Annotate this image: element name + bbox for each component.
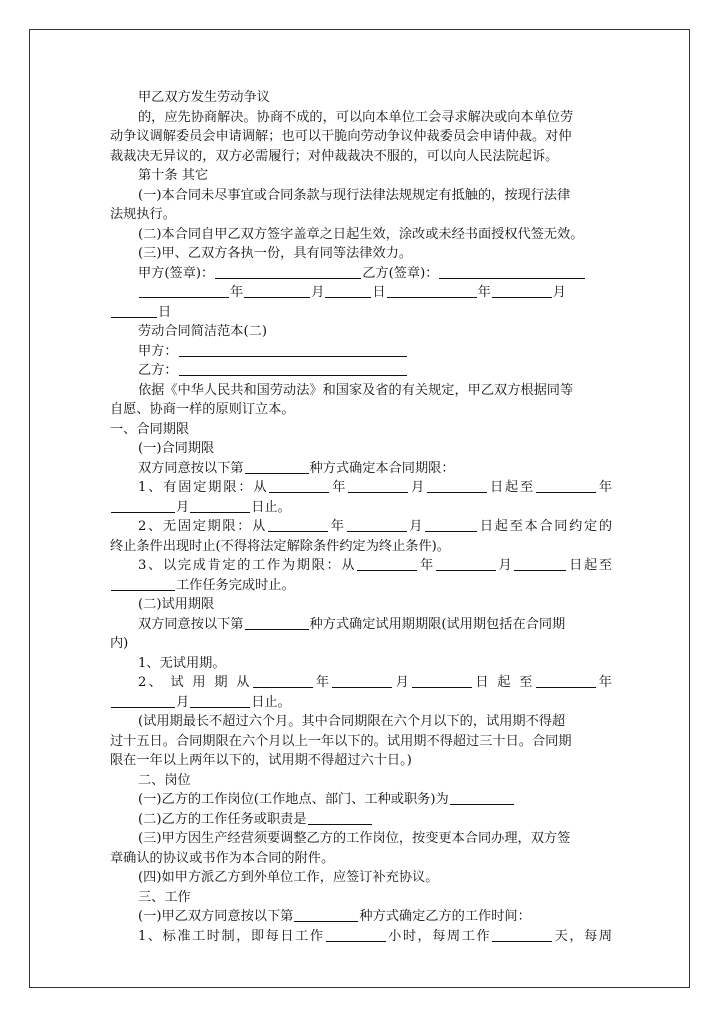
- text-line: 章确认的协议或书作为本合同的附件。: [110, 850, 335, 866]
- date-blank[interactable]: [436, 557, 496, 571]
- year-label: 年: [597, 480, 612, 495]
- text-span: 日止。: [251, 499, 291, 515]
- duty-blank[interactable]: [308, 811, 372, 825]
- date-blank[interactable]: [514, 557, 566, 571]
- text-span: 种方式确定本合同期限：: [309, 460, 455, 476]
- text-line: 内): [110, 636, 129, 651]
- day-label: 日: [372, 285, 386, 300]
- party-b-label: 乙方：: [138, 363, 178, 378]
- date-blank[interactable]: [268, 518, 328, 532]
- month-label: 月: [496, 558, 514, 573]
- text-span: 天，每周: [553, 928, 612, 944]
- date-blank[interactable]: [190, 694, 250, 708]
- text-span: (一)甲乙双方同意按以下第: [138, 909, 294, 924]
- date-blank[interactable]: [425, 518, 477, 532]
- signature-line: [110, 264, 612, 284]
- text-line: 1、无试用期。: [138, 655, 226, 671]
- option-blank[interactable]: [294, 908, 358, 922]
- text-span: 双方同意按以下第: [138, 460, 244, 476]
- text-line: 过十五日。合同期限在六个月以上一年以下的。试用期不得超过三十日。合同期: [110, 733, 572, 749]
- date-blank[interactable]: [492, 284, 552, 298]
- subsection-title: (二)试用期限: [138, 597, 215, 612]
- date-blank[interactable]: [111, 304, 157, 318]
- text-line: [110, 576, 612, 596]
- year-label: 年: [330, 480, 348, 495]
- section-title: 一、合同期限: [110, 421, 190, 437]
- party-line: [110, 342, 612, 362]
- date-blank[interactable]: [111, 499, 175, 513]
- task-blank[interactable]: [111, 577, 175, 591]
- year-label: 年: [418, 558, 435, 573]
- text-span: 种方式确定乙方的工作时间：: [359, 909, 531, 924]
- text-span: 日起至: [488, 480, 536, 495]
- text-span: 双方同意按以下第: [138, 616, 244, 632]
- text-line: [110, 478, 612, 498]
- text-line: 依据《中华人民共和国劳动法》和国家及省的有关规定，甲乙双方根据同等: [138, 382, 574, 398]
- article-title: 第十条 其它: [138, 168, 209, 183]
- text-line: 限在一年以上两年以下的，试用期不得超过六十日。): [110, 753, 412, 768]
- text-line: 的，应先协商解决。协商不成的，可以向本单位工会寻求解决或向本单位劳: [138, 109, 574, 125]
- text-span: 2、无固定期限：从: [138, 519, 268, 534]
- year-label: 年: [477, 285, 491, 300]
- sign-a-label: 甲方(签章)：: [138, 265, 215, 281]
- option-blank[interactable]: [245, 616, 309, 630]
- date-blank[interactable]: [348, 479, 408, 493]
- date-blank[interactable]: [347, 518, 407, 532]
- text-span: 日 起 至: [473, 675, 535, 690]
- date-blank[interactable]: [536, 674, 596, 688]
- date-blank[interactable]: [536, 479, 596, 493]
- month-label: 月: [407, 519, 425, 534]
- date-blank[interactable]: [387, 284, 477, 298]
- date-blank[interactable]: [269, 479, 329, 493]
- text-line: 法规执行。: [110, 207, 176, 222]
- text-line: [110, 673, 612, 693]
- text-line: 终止条件出现时止(不得将法定解除条件约定为终止条件)。: [110, 538, 450, 554]
- text-line: 甲乙双方发生劳动争议: [138, 90, 270, 105]
- text-line: (二)本合同自甲乙双方签字盖章之日起生效，涂改或未经书面授权代签无效。: [138, 226, 584, 242]
- date-blank[interactable]: [111, 694, 175, 708]
- year-label: 年: [313, 675, 332, 690]
- date-blank[interactable]: [244, 284, 310, 298]
- text-line: (一)本合同未尽事宜或合同条款与现行法律法规规定有抵触的，按现行法律: [138, 187, 571, 203]
- month-label: 月: [393, 675, 412, 690]
- date-blank[interactable]: [325, 284, 371, 298]
- date-blank[interactable]: [332, 674, 392, 688]
- sign-a-blank[interactable]: [215, 265, 361, 279]
- text-span: (二)乙方的工作任务或职责是: [138, 811, 307, 827]
- section-title: 二、岗位: [138, 772, 191, 788]
- text-line: [110, 927, 612, 947]
- text-span: 小时，每周工作: [386, 928, 492, 944]
- month-label: 月: [552, 285, 566, 300]
- party-line: [110, 361, 612, 381]
- year-label: 年: [329, 519, 346, 534]
- text-line: (三)甲方因生产经营须要调整乙方的工作岗位，按变更本合同办理，双方签: [138, 831, 571, 846]
- text-line: (三)甲、乙双方各执一份，具有同等法律效力。: [138, 246, 413, 261]
- text-line: [110, 517, 612, 537]
- text-span: 1、有固定期限：从: [138, 480, 269, 495]
- position-blank[interactable]: [450, 791, 514, 805]
- hours-blank[interactable]: [326, 928, 386, 942]
- month-label: 月: [409, 480, 427, 495]
- date-blank[interactable]: [412, 674, 472, 688]
- contract-text: [110, 88, 612, 946]
- text-span: 1、标准工时制，即每日工作: [138, 928, 325, 944]
- text-line: [110, 810, 612, 830]
- days-blank[interactable]: [492, 928, 552, 942]
- date-line: [110, 283, 612, 303]
- date-line: [110, 303, 612, 323]
- text-line: (试用期最长不超过六个月。其中合同期限在六个月以下的，试用期不得超: [138, 714, 566, 729]
- text-line: [110, 459, 612, 479]
- subsection-title: (一)合同期限: [138, 441, 215, 456]
- date-blank[interactable]: [139, 284, 229, 298]
- text-line: [110, 790, 612, 810]
- text-span: 日起至: [567, 558, 612, 573]
- month-label: 月: [176, 499, 190, 515]
- date-blank[interactable]: [253, 674, 313, 688]
- text-span: 3、以完成肯定的工作为期限：从: [138, 558, 357, 573]
- sign-b-label: 乙方(签章)：: [362, 265, 439, 281]
- month-label: 月: [176, 694, 190, 710]
- text-line: [110, 498, 612, 518]
- day-label: 日: [158, 304, 172, 320]
- text-line: [110, 907, 612, 927]
- date-blank[interactable]: [427, 479, 487, 493]
- date-blank[interactable]: [190, 499, 250, 513]
- party-a-blank[interactable]: [179, 343, 407, 357]
- month-label: 月: [311, 285, 325, 300]
- year-label: 年: [230, 285, 244, 300]
- text-line: [110, 693, 612, 713]
- text-line: 自愿、协商一样的原则订立本。: [110, 402, 295, 417]
- party-a-label: 甲方：: [138, 343, 178, 359]
- text-span: 日止。: [251, 694, 291, 710]
- date-blank[interactable]: [357, 557, 417, 571]
- text-span: 日起至本合同约定的: [478, 519, 612, 534]
- text-line: (四)如甲方派乙方到外单位工作，应签订补充协议。: [138, 870, 439, 885]
- option-blank[interactable]: [245, 460, 309, 474]
- text-line: [110, 556, 612, 576]
- year-label: 年: [596, 675, 612, 690]
- text-span: 种方式确定试用期期限(试用期包括在合同期: [309, 616, 566, 632]
- text-line: 动争议调解委员会申请调解；也可以干脆向劳动争议仲裁委员会申请仲裁。对仲: [110, 129, 572, 144]
- section-title: 劳动合同简洁范本(二): [138, 324, 267, 339]
- party-b-blank[interactable]: [179, 362, 407, 376]
- section-title: 三、工作: [138, 889, 191, 905]
- text-span: (一)乙方的工作岗位(工作地点、部门、工种或职务)为: [138, 792, 449, 807]
- sign-b-blank[interactable]: [439, 265, 585, 279]
- text-span: 工作任务完成时止。: [176, 577, 295, 593]
- text-line: [110, 615, 612, 635]
- text-line: 裁裁决无异议的，双方必需履行；对仲裁裁决不服的，可以向人民法院起诉。: [110, 148, 559, 164]
- text-span: 2、 试 用 期 从: [138, 675, 252, 690]
